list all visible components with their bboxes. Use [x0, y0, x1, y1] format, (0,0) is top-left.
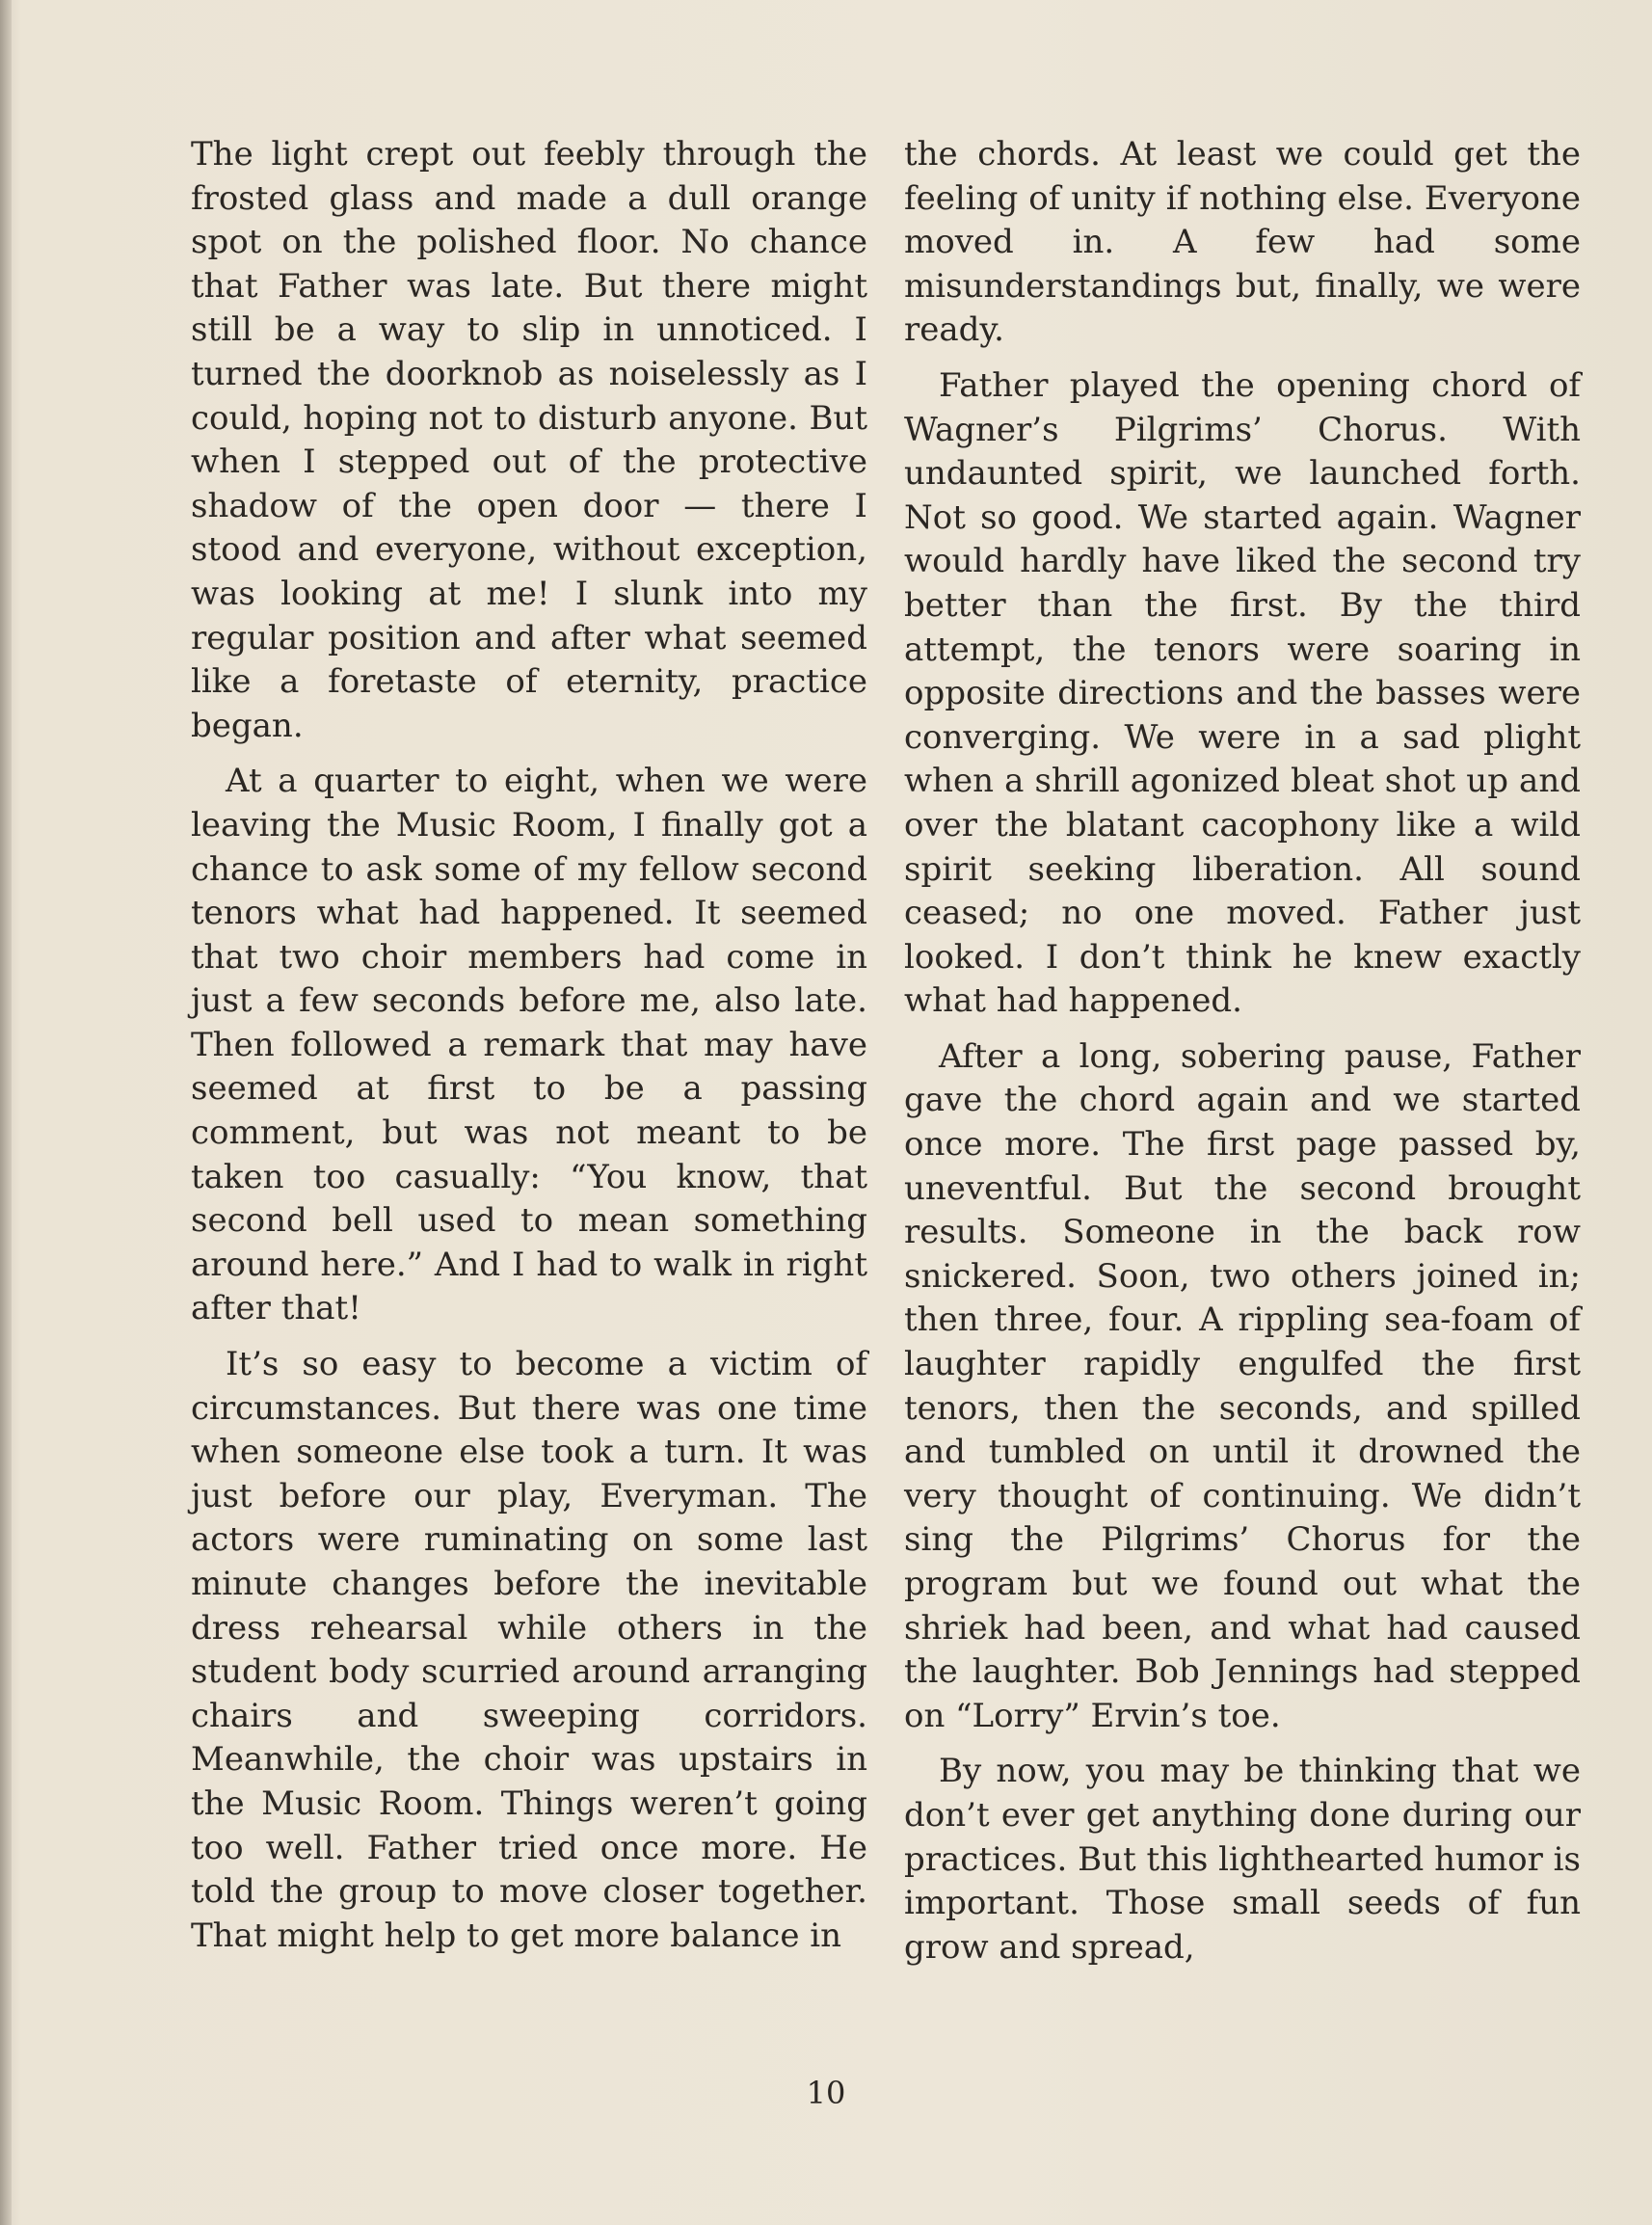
right-column [904, 133, 1581, 1981]
paragraph: The light crept out feebly through the frosted glass and made a dull orange spot on the polished floor. No chance that Father was late. But there might still be a way to slip in unnoticed. I turned the doorknob as noiselessly as I could, hoping not to disturb anyone. But when I stepped out of the protective shadow of the open door — there I stood and everyone, without exception, was looking at me! I slunk into my regular position and after what seemed like a foretaste of eternity, practice began. [191, 135, 867, 745]
paragraph: By now, you may be thinking that we don’t ever get anything done during our practices. But this lighthearted humor is important. Those small seeds of fun grow and spread, [904, 1752, 1581, 1967]
paragraph: Father played the opening chord of Wagner’s Pilgrims’ Chorus. With undaunted spirit, we launched forth. Not so good. We started again. Wagner would hardly have liked the second try better than the first. By the third attempt, the tenors were soaring in opposite directions and the basses were converging. We were in a sad plight when a shrill agonized bleat shot up and over the blatant cacophony like a wild spirit seeking liberation. All sound ceased; no one moved. Father just looked. I don’t think he knew exactly what had happened. [904, 365, 1581, 1021]
book-spine-shadow [0, 0, 12, 2225]
paragraph: At a quarter to eight, when we were leaving the Music Room, I finally got a chance to ask some of my fellow second tenors what had happened. It seemed that two choir members had come in just a few seconds before me, also late. Then followed a remark that may have seemed at first to be a passing comment, but was not meant to be taken too casually: “You know, that second bell used to mean something around here.” And I had to walk in right after that! [191, 762, 867, 1328]
paragraph: It’s so easy to become a victim of circumstances. But there was one time when someone else took a turn. It was just before our play, Everyman. The actors were ruminating on some last minute changes before the inevitable dress rehearsal while others in the student body scurried around arranging chairs and sweeping corridors. Meanwhile, the choir was upstairs in the Music Room. Things weren’t going too well. Father tried once more. He told the group to move closer together. That might help to get more balance in [191, 1345, 867, 1955]
paragraph: the chords. At least we could get the feeling of unity if nothing else. Everyone moved in. A few had some misunderstandings but, finally, we were ready. [904, 135, 1581, 350]
page-number: 10 [806, 2075, 846, 2111]
paragraph: After a long, sobering pause, Father gave the chord again and we started once more. The first page passed by, uneventful. But the second brought results. Someone in the back row snickered. Soon, two others joined in; then three, four. A rippling sea-foam of laughter rapidly engulfed the first tenors, then the seconds, and spilled and tumbled on until it drowned the very thought of continuing. We didn’t sing the Pilgrims’ Chorus for the program but we found out what the shriek had been, and what had caused the laughter. Bob Jennings had stepped on “Lorry” Ervin’s toe. [904, 1036, 1581, 1735]
left-column [191, 133, 867, 1970]
